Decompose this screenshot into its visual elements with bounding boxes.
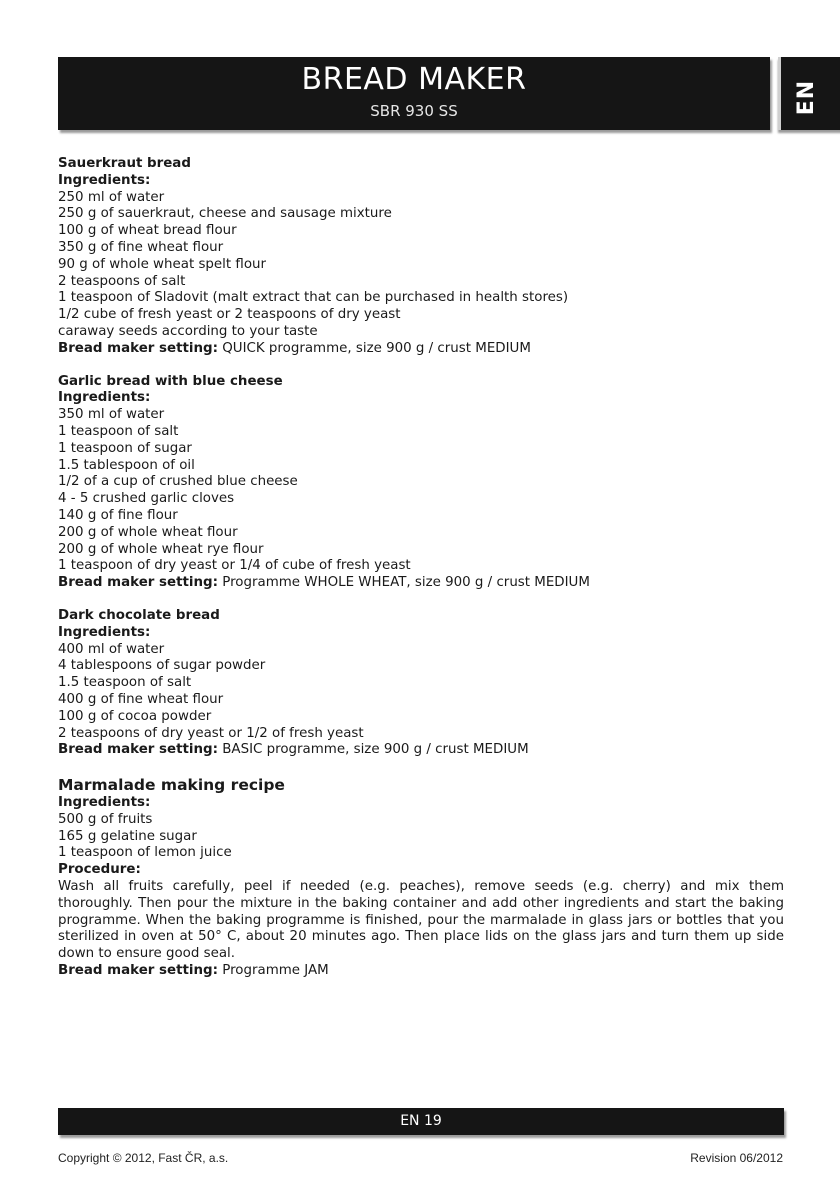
setting-line	[58, 742, 784, 759]
setting-label: Bread maker setting:	[58, 963, 218, 979]
recipe-dark-chocolate-bread	[58, 608, 784, 759]
setting-value: Programme WHOLE WHEAT, size 900 g / crust MEDIUM	[217, 575, 590, 591]
setting-value: QUICK programme, size 900 g / crust MEDIUM	[217, 340, 531, 356]
ingredient-line: 1 teaspoon of sugar	[58, 440, 192, 456]
ingredient-line: 400 g of fine wheat flour	[58, 691, 224, 707]
ingredient-line: 1 teaspoon of Sladovit (malt extract that can be purchased in health stores)	[58, 290, 569, 306]
document-title: BREAD MAKER	[301, 62, 527, 97]
marmalade-section	[58, 775, 784, 980]
ingredient-line: 165 g gelatine sugar	[58, 828, 197, 844]
model-number: SBR 930 SS	[370, 102, 458, 120]
ingredient-line: 90 g of whole wheat spelt flour	[58, 256, 267, 272]
language-tab	[778, 57, 840, 130]
ingredients-label: Ingredients:	[58, 624, 151, 640]
page-content	[58, 156, 784, 980]
ingredient-line: 350 g of fine wheat flour	[58, 239, 224, 255]
setting-line	[58, 341, 784, 358]
ingredient-line: 140 g of fine flour	[58, 507, 178, 523]
ingredients-label: Ingredients:	[58, 795, 151, 811]
ingredient-line: 1/2 cube of fresh yeast or 2 teaspoons of dry yeast	[58, 307, 401, 323]
ingredient-line: 4 - 5 crushed garlic cloves	[58, 491, 235, 507]
ingredient-line: 1 teaspoon of lemon juice	[58, 845, 232, 861]
ingredient-line: 200 g of whole wheat rye flour	[58, 541, 264, 557]
page-number: EN 19	[400, 1113, 442, 1129]
recipe-title: Dark chocolate bread	[58, 607, 220, 623]
ingredient-line: 1 teaspoon of salt	[58, 423, 179, 439]
ingredient-line: 250 ml of water	[58, 189, 165, 205]
section-title: Marmalade making recipe	[58, 776, 285, 795]
procedure-label: Procedure:	[58, 862, 141, 878]
setting-label: Bread maker setting:	[58, 575, 218, 591]
setting-label: Bread maker setting:	[58, 340, 218, 356]
setting-line	[58, 575, 784, 592]
ingredients-label: Ingredients:	[58, 390, 151, 406]
setting-line	[58, 963, 784, 980]
procedure-text: Wash all fruits carefully, peel if needed (e.g. peaches), remove seeds (e.g. cherry) and mix them thoroughly. Then pour the mixture in the baking container and add other ingredients and start the baking programme. When the baking programme is finished, pour the marmalade in glass jars or bottles that you sterilized in oven at 50° C, about 20 minutes ago. Then place lids on the glass jars and turn them up side down to ensure good seal.	[58, 879, 784, 962]
ingredient-line: 200 g of whole wheat flour	[58, 524, 238, 540]
recipe-garlic-bread	[58, 374, 784, 592]
language-label: EN	[794, 79, 820, 116]
recipe-title: Sauerkraut bread	[58, 156, 191, 171]
ingredient-line: caraway seeds according to your taste	[58, 323, 318, 339]
ingredient-line: 4 tablespoons of sugar powder	[58, 658, 266, 674]
setting-label: Bread maker setting:	[58, 742, 218, 758]
page-header	[58, 57, 770, 130]
ingredient-line: 100 g of wheat bread flour	[58, 223, 237, 239]
ingredient-line: 350 ml of water	[58, 407, 165, 423]
ingredient-line: 1.5 tablespoon of oil	[58, 457, 195, 473]
revision-text: Revision 06/2012	[690, 1151, 783, 1165]
ingredient-line: 500 g of fruits	[58, 811, 153, 827]
setting-value: Programme JAM	[217, 963, 329, 979]
ingredient-line: 1.5 teaspoon of salt	[58, 675, 192, 691]
copyright-text: Copyright © 2012, Fast ČR, a.s.	[58, 1151, 229, 1165]
page-number-bar	[58, 1108, 784, 1135]
ingredient-line: 100 g of cocoa powder	[58, 708, 212, 724]
ingredient-line: 2 teaspoons of salt	[58, 273, 186, 289]
ingredients-label: Ingredients:	[58, 172, 151, 188]
setting-value: BASIC programme, size 900 g / crust MEDIUM	[217, 742, 529, 758]
ingredient-line: 1/2 of a cup of crushed blue cheese	[58, 474, 298, 490]
ingredient-line: 250 g of sauerkraut, cheese and sausage mixture	[58, 206, 392, 222]
recipe-sauerkraut-bread	[58, 156, 784, 358]
ingredient-line: 400 ml of water	[58, 641, 165, 657]
ingredient-line: 1 teaspoon of dry yeast or 1/4 of cube of fresh yeast	[58, 558, 411, 574]
ingredient-line: 2 teaspoons of dry yeast or 1/2 of fresh yeast	[58, 725, 364, 741]
recipe-title: Garlic bread with blue cheese	[58, 373, 283, 389]
